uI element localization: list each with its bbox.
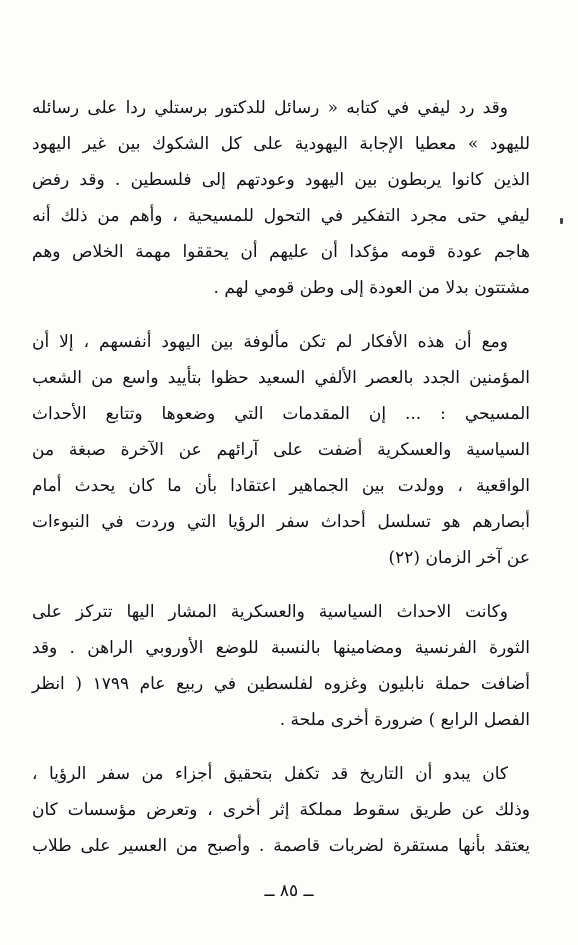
- paragraph-gap: [32, 738, 530, 756]
- text-line: وكانت الاحداث السياسية والعسكرية المشار اليها تتركز على: [32, 602, 508, 622]
- paragraph-3: [32, 594, 530, 738]
- text-line: ليفي حتى مجرد التفكير في التحول للمسيحية ، وأهم من ذلك أنه: [32, 206, 530, 226]
- text-line: لليهود » معطيا الإجابة اليهودية على كل الشكوك بين غير اليهود: [32, 134, 530, 154]
- text-line: الفصل الرابع ) ضرورة أخرى ملحة .: [279, 710, 530, 730]
- paragraph-gap: [32, 576, 530, 594]
- text-line: المسيحي : ... إن المقدمات التي وضعوها وتتابع الأحداث: [32, 404, 530, 424]
- text-line: أضافت حملة نابليون وغزوه لفلسطين في ربيع عام ١٧٩٩ ( انظر: [32, 674, 530, 694]
- paragraph-gap: [32, 306, 530, 324]
- text-line: السياسية والعسكرية أضفت على آرائهم عن الآخرة صبغة من: [32, 440, 530, 460]
- text-line: يعتقد بأنها مستقرة لضربات قاصمة . وأصبح من العسير على طلاب: [32, 836, 530, 856]
- text-line: مشتتون بدلا من العودة إلى وطن قومي لهم .: [213, 278, 530, 298]
- text-line: المؤمنين الجدد بالعصر الألفي السعيد حظوا بتأييد واسع من الشعب: [32, 368, 530, 388]
- paragraph-2: [32, 324, 530, 576]
- text-line: ومع أن هذه الأفكار لم تكن مألوفة بين اليهود أنفسهم ، إلا أن: [32, 332, 508, 352]
- body-text: [32, 90, 530, 864]
- text-line: الذين كانوا يربطون بين اليهود وعودتهم إلى فلسطين . وقد رفض: [32, 170, 530, 190]
- text-line: وقد رد ليفي في كتابه « رسائل للدكتور برستلي ردا على رسائله: [32, 98, 508, 118]
- text-line: الثورة الفرنسية ومضامينها بالنسبة للوضع الأوروبي الراهن . وقد: [32, 638, 530, 658]
- text-line: كان يبدو أن التاريخ قد تكفل بتحقيق أجزاء من سفر الرؤيا ،: [32, 764, 508, 784]
- text-line: هاجم عودة قومه مؤكدا أن عليهم أن يحققوا مهمة الخلاص وهم: [32, 242, 530, 262]
- text-line: الواقعية ، وولدت بين الجماهير اعتقادا بأن ما كان يحدث أمام: [32, 476, 530, 496]
- stray-ink-mark: [560, 218, 563, 224]
- paragraph-1: [32, 90, 530, 306]
- page-number: ــ ٨٥ ــ: [264, 881, 314, 901]
- text-line: عن آخر الزمان (٢٢): [388, 548, 530, 568]
- text-line: وذلك عن طريق سقوط مملكة إثر أخرى ، وتعرض مؤسسات كان: [32, 800, 530, 820]
- text-line: أبصارهم هو تسلسل أحداث سفر الرؤيا التي وردت في النبوءات: [32, 512, 530, 532]
- paragraph-4: [32, 756, 530, 864]
